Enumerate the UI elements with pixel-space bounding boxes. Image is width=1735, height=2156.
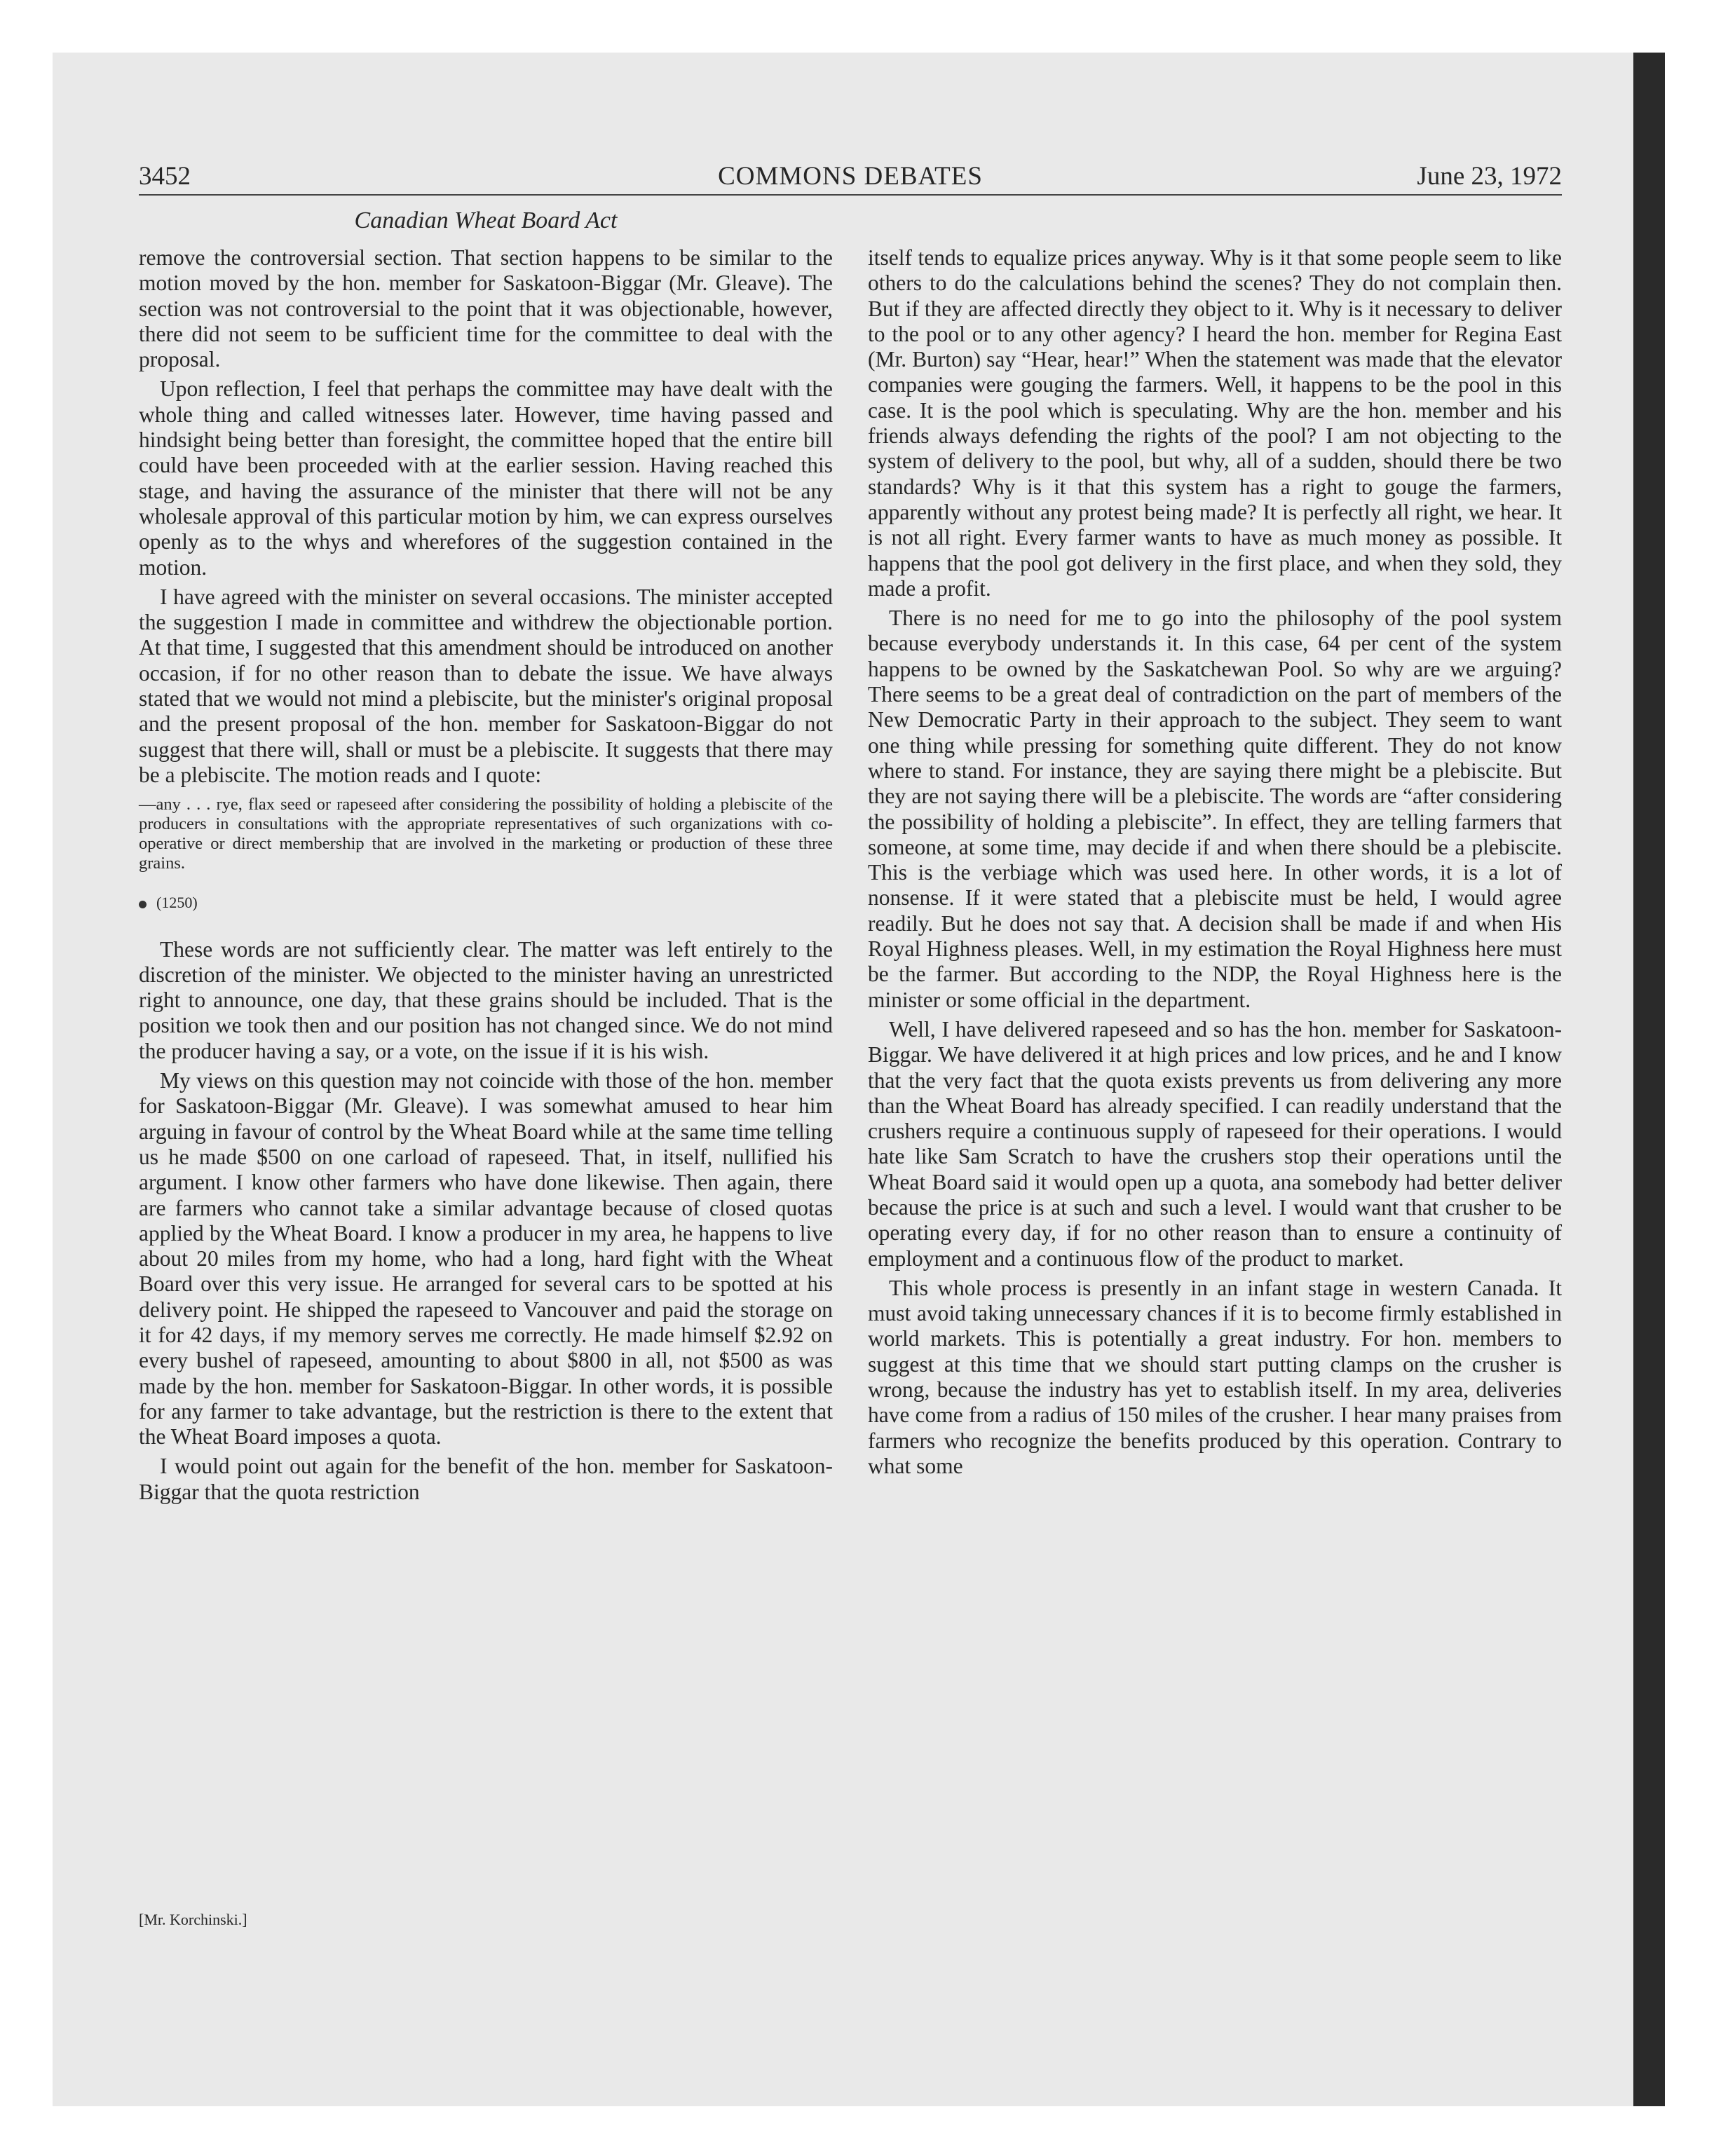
publication-title: COMMONS DEBATES [718,162,983,191]
bullet-icon [139,901,147,908]
time-marker [139,890,833,915]
block-quote: —any . . . rye, flax seed or rapeseed after considering the possibility of holding a plebiscite of the producers in consultations with the appropriate representatives of such organizations with co-operative or direct membership that are involved in the marketing or production of these three grains. [139,795,833,873]
page-number: 3452 [139,162,191,191]
paragraph: This whole process is presently in an infant stage in western Canada. It must avoid taking unnecessary chances if it is to become firmly established in world markets. This is potentially a great industry. For hon. members to suggest at this time that we should start putting clamps on the crusher is wrong, because the industry has yet to establish itself. In my area, deliveries have come from a radius of 150 miles of the crusher. I hear many praises from farmers who recognize the benefits produced by this operation. Contrary to what some [868,1275,1562,1478]
paragraph: Upon reflection, I feel that perhaps the committee may have dealt with the whole thing and called witnesses later. However, time having passed and hindsight being better than foresight, the committee hoped that the entire bill could have been proceeded with at the earlier session. Having reached this stage, and having the assurance of the minister that there will not be any wholesale approval of this particular motion by him, we can express ourselves openly as to the whys and wherefores of the suggestion contained in the motion. [139,376,833,580]
paragraph: These words are not sufficiently clear. The matter was left entirely to the discretion of the minister. We objected to the minister having an unrestricted right to announce, one day, that these grains should be included. That is the position we took then and our position has not changed since. We do not mind the producer having a say, or a vote, on the issue if it is his wish. [139,936,833,1063]
paragraph: There is no need for me to go into the philosophy of the pool system because everybody understands it. In this case, 64 per cent of the system happens to be owned by the Saskatchewan Pool. So why are we arguing? There seems to be a great deal of contradiction on the part of members of the New Democratic Party in their approach to the subject. They seem to want one thing while pressing for something quite different. They do not know where to stand. For instance, they are saying there might be a plebiscite. But they are not saying there will be a plebiscite. The words are “after considering the possibility of holding a plebiscite”. In effect, they are telling farmers that someone, at some time, may decide if and when there should be a plebiscite. This is the verbiage which was used here. In other words, it is a lot of nonsense. If it were stated that a plebiscite must be held, I would agree readily. But he does not say that. A decision shall be made if and when His Royal Highness pleases. Well, in my estimation the Royal Highness here must be the farmer. But according to the NDP, the Royal Highness here is the minister or some official in the department. [868,606,1562,1012]
right-column [868,245,1562,1479]
paragraph: Well, I have delivered rapeseed and so has the hon. member for Saskatoon-Biggar. We have delivered it at high prices and low prices, and he and I know that the very fact that the quota exists prevents us from delivering any more than the Wheat Board has already specified. I can readily understand that the crushers require a continuous supply of rapeseed for their operations. I would hate like Sam Scratch to have the crushers stop their operations until the Wheat Board said it would open up a quota, ana somebody had better deliver because the price is at such and such a level. I would want that crusher to be operating every day, if for no other reason than to ensure a continuity of employment and a continuous flow of the product to market. [868,1016,1562,1271]
paragraph: I have agreed with the minister on several occasions. The minister accepted the suggestion I made in committee and withdrew the objectionable portion. At that time, I suggested that this amendment should be introduced on another occasion, if for no other reason than to debate the issue. We have always stated that we would not mind a plebiscite, but the minister's original proposal and the present proposal of the hon. member for Saskatoon-Biggar do not suggest that there will, shall or must be a plebiscite. It suggests that there may be a plebiscite. The motion reads and I quote: [139,584,833,787]
paragraph: My views on this question may not coincide with those of the hon. member for Saskatoon-Biggar (Mr. Gleave). I was somewhat amused to hear him arguing in favour of control by the Wheat Board while at the same time telling us he made $500 on one carload of rapeseed. That, in itself, nullified his argument. I know other farmers who have done likewise. Then again, there are farmers who cannot take a similar advantage because of closed quotas applied by the Wheat Board. I know a producer in my area, he happens to live about 20 miles from my home, who had a long, hard fight with the Wheat Board over this very issue. He arranged for several cars to be spotted at his delivery point. He shipped the rapeseed to Vancouver and paid the storage on it for 42 days, if my memory serves me correctly. He made himself $2.92 on every bushel of rapeseed, amounting to about $800 in all, not $500 as was made by the hon. member for Saskatoon-Biggar. In other words, it is possible for any farmer to take advantage, but the restriction is there to the extent that the Wheat Board imposes a quota. [139,1068,833,1449]
scan-edge-shadow [1633,53,1665,2106]
paragraph: remove the controversial section. That section happens to be similar to the motion moved by the hon. member for Saskatoon-Biggar (Mr. Gleave). The section was not controversial to the point that it was objectionable, however, there did not seem to be sufficient time for the committee to deal with the proposal. [139,245,833,372]
speaker-attribution: [Mr. Korchinski.] [139,1911,247,1928]
page-header [139,158,1562,196]
page-date: June 23, 1972 [1417,162,1562,191]
time-marker-text: (1250) [156,894,198,912]
paragraph: itself tends to equalize prices anyway. Why is it that some people seem to like others to do the calculations behind the scenes? They do not complain then. But if they are affected directly they object to it. Why is it necessary to deliver to the pool or to any other agency? I heard the hon. member for Regina East (Mr. Burton) say “Hear, hear!” When the statement was made that the elevator companies were gouging the farmers. Well, it happens to be the pool in this case. It is the pool which is speculating. Why are the hon. member and his friends always defending the rights of the pool? I am not objecting to the system of delivery to the pool, but why, all of a sudden, should there be two standards? Why is it that this system has a right to gouge the farmers, apparently without any protest being made? It is perfectly all right, we hear. It is not all right. Every farmer wants to have as much money as possible. It happens that the pool got delivery in the first place, and when they sold, they made a profit. [868,245,1562,601]
paragraph: I would point out again for the benefit of the hon. member for Saskatoon-Biggar that the quota restriction [139,1454,833,1504]
running-head: Canadian Wheat Board Act [354,207,618,233]
left-column [139,245,833,1505]
